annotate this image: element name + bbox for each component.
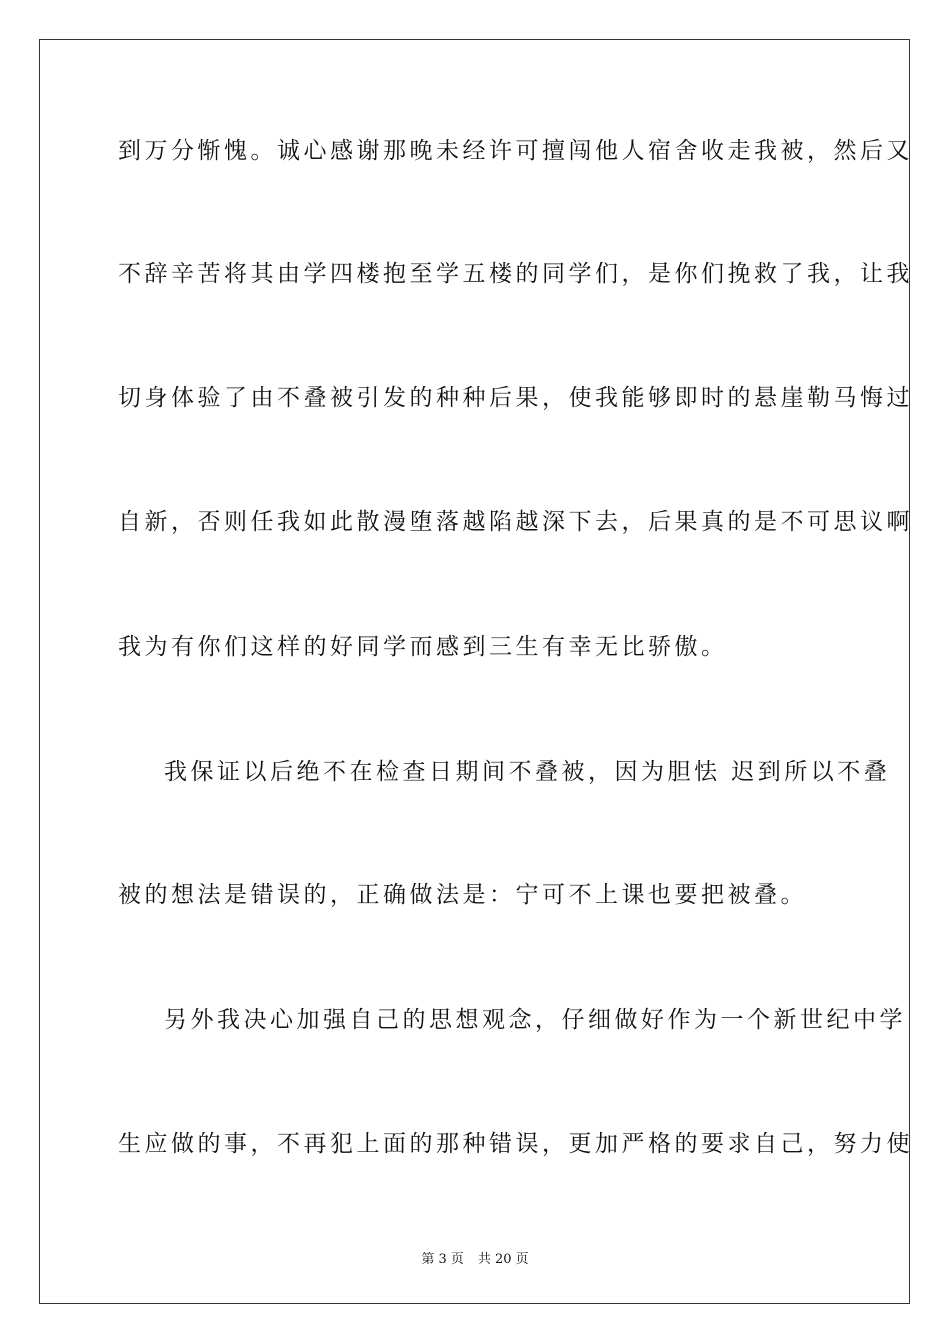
text-line-3: 切身体验了由不叠被引发的种种后果，使我能够即时的悬崖勒马悔过: [118, 385, 913, 411]
text-line-4: 自新，否则任我如此散漫堕落越陷越深下去，后果真的是不可思议啊: [118, 509, 913, 535]
text-line-8: 另外我决心加强自己的思想观念，仔细做好作为一个新世纪中学: [164, 1007, 906, 1033]
text-line-7: 被的想法是错误的，正确做法是：宁可不上课也要把被叠。: [118, 882, 807, 908]
page-border: [39, 39, 913, 1304]
text-line-1: 到万分惭愧。诚心感谢那晚未经许可擅闯他人宿舍收走我被，然后又: [118, 138, 913, 164]
page-footer: [0, 1248, 950, 1267]
text-line-5: 我为有你们这样的好同学而感到三生有幸无比骄傲。: [118, 634, 728, 660]
text-line-9: 生应做的事，不再犯上面的那种错误，更加严格的要求自己，努力使: [118, 1131, 913, 1157]
text-line-2: 不辞辛苦将其由学四楼抱至学五楼的同学们，是你们挽救了我，让我: [118, 261, 913, 287]
page-number: 第 3 页: [421, 1252, 464, 1267]
text-line-6: 我保证以后绝不在检查日期间不叠被，因为胆怯 迟到所以不叠: [164, 759, 891, 785]
total-pages: 共 20 页: [477, 1252, 529, 1267]
